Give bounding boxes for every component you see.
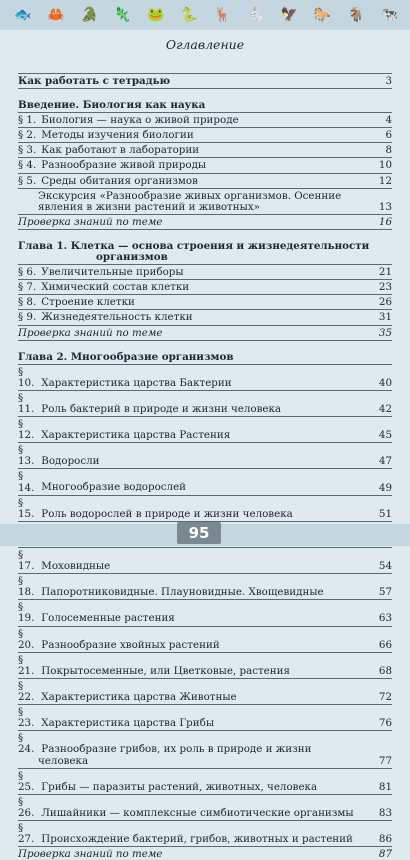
divider [18,652,392,653]
toc-entry-label: явления в жизни растений и животных» [38,200,260,213]
paragraph-number: § 4. [18,159,37,172]
toc-page-number: 63 [378,612,392,625]
divider [18,157,392,158]
toc-entry[interactable] [18,267,392,278]
paragraph-number: § 2. [18,129,37,142]
toc-page-number: 54 [378,560,392,573]
section-heading-intro: Введение. Биология как наука [18,99,206,112]
animal-icon: 🐇 [247,7,265,23]
header-band [0,0,410,30]
animal-icon: 🐐 [347,7,365,23]
divider [18,112,392,113]
paragraph-number: § 24. [18,732,35,756]
divider [18,294,392,295]
toc-page-number: 49 [378,481,392,494]
divider [18,730,392,731]
toc-page-number: 6 [385,129,392,142]
toc-entry[interactable] [18,707,392,729]
animal-icon: 🦀 [47,7,65,23]
animal-icon: 🦅 [280,7,298,23]
paragraph-number: § 25. [18,769,35,793]
toc-entry-excursion[interactable] [18,191,392,213]
divider [18,325,392,326]
paragraph-number: § 10. [18,365,35,389]
animal-icon: 🐄 [380,7,398,23]
toc-entry-label: Разнообразие хвойных растений [41,638,220,651]
toc-page-number: 51 [378,507,392,520]
toc-page-number: 12 [378,174,392,187]
paragraph-number: § 5. [18,174,37,187]
animal-icon: 🐸 [147,7,165,23]
toc-page-number: 76 [378,717,392,730]
toc-entry[interactable] [18,771,392,793]
toc-page-number: 45 [378,429,392,442]
toc-entry[interactable] [18,550,392,572]
heading-line: организмов [96,251,168,264]
divider [18,442,392,443]
toc-page-number: 21 [378,266,392,279]
toc-page-number: 72 [378,691,392,704]
divider [18,599,392,600]
toc-entry-label: Голосеменные растения [41,612,175,625]
paragraph-number: § 12. [18,418,35,442]
paragraph-number: § 20. [18,627,35,651]
toc-entry[interactable] [18,629,392,651]
toc-entry-label: Лишайники — комплексные симбиотические организмы [41,806,354,819]
divider [18,626,392,627]
paragraph-number: § 26. [18,795,35,819]
paragraph-number: § 21. [18,653,35,677]
toc-entry[interactable] [18,445,392,467]
divider [18,88,392,89]
toc-page-number: 83 [378,806,392,819]
toc-page-number: 66 [378,638,392,651]
divider [18,768,392,769]
divider [18,547,392,548]
section-heading-chapter1 [18,241,392,263]
toc-page-number: 81 [378,780,392,793]
paragraph-number: § 7. [18,281,37,294]
toc-page-number: 35 [378,326,392,339]
divider [18,495,392,496]
toc-entry[interactable] [18,655,392,677]
toc-entry[interactable] [18,393,392,415]
toc-page-number: 47 [378,455,392,468]
paragraph-number: § 1. [18,114,37,127]
divider [18,309,392,310]
paragraph-number: § 23. [18,706,35,730]
toc-entry-label: Грибы — паразиты растений, животных, человека [41,780,318,793]
toc-page-number: 23 [378,281,392,294]
toc-entry[interactable] [18,419,392,441]
divider [18,188,392,189]
divider [18,73,392,74]
animal-icon: 🐎 [313,7,332,23]
toc-entry-quiz[interactable] [18,217,392,228]
toc-entry[interactable] [18,145,392,156]
toc-entry-label: Папоротниковидные. Плауновидные. Хвощевидные [41,586,324,599]
toc-page-number: 86 [378,833,392,846]
toc-entry[interactable] [18,312,392,323]
toc-entry[interactable] [18,282,392,293]
toc-page-number: 40 [378,376,392,389]
divider [18,390,392,391]
toc-entry[interactable] [18,498,392,520]
paragraph-number: § 8. [18,296,37,309]
toc-entry-label: человека [38,754,89,767]
animal-icon: 🐍 [180,7,199,23]
divider [18,704,392,705]
toc-page-number: 57 [378,586,392,599]
toc-entry-label: Среды обитания организмов [41,174,198,187]
divider [18,279,392,280]
toc-entry-label: Экскурсия «Разнообразие живых организмов. Осенние [38,189,342,202]
animal-icon: 🦌 [213,7,232,23]
toc-entry-quiz[interactable] [18,849,392,860]
divider [18,364,392,365]
divider [18,794,392,795]
divider [18,214,392,215]
toc-page-number: 87 [378,848,392,860]
toc-entry-how-to[interactable] [18,76,392,87]
toc-entry[interactable] [18,797,392,819]
divider [18,229,392,230]
toc-entry-label: Как работают в лаборатории [41,144,200,157]
toc-entry[interactable] [18,471,392,493]
toc-entry-label: Увеличительные приборы [41,266,184,279]
divider [18,573,392,574]
toc-entry[interactable] [18,823,392,845]
toc-entry-label: Строение клетки [41,296,135,309]
toc-entry-label: Жизнедеятельность клетки [41,311,193,324]
toc-entry[interactable] [18,733,392,766]
toc-entry-label: Характеристика царства Грибы [41,717,215,730]
toc-entry-label: Покрытосеменные, или Цветковые, растения [41,664,290,677]
toc-entry-label: Характеристика царства Животные [41,691,237,704]
section-heading-chapter2: Глава 2. Многообразие организмов [18,350,234,363]
toc-entry-label: Химический состав клетки [41,281,190,294]
animal-icon: 🦎 [113,7,132,23]
paragraph-number: § 15. [18,496,35,520]
paragraph-number: § 14. [18,470,35,494]
toc-page-number: 77 [378,754,392,767]
divider [18,142,392,143]
toc-entry-label: Характеристика царства Растения [41,429,231,442]
toc-page-number: 42 [378,402,392,415]
toc-entry-label: Проверка знаний по теме [18,215,163,228]
divider [18,264,392,265]
toc-entry-label: Роль водорослей в природе и жизни человека [41,507,293,520]
toc-page-number: 16 [378,215,392,228]
toc-entry-label: Разнообразие живой природы [41,159,207,172]
toc-entry-label: Роль бактерий в природе и жизни человека [41,402,282,415]
divider [18,846,392,847]
divider [18,820,392,821]
table-of-contents [18,72,392,860]
divider [18,127,392,128]
paragraph-number: § 9. [18,311,37,324]
toc-entry[interactable] [18,576,392,598]
toc-page-number: 4 [385,114,392,127]
divider [18,678,392,679]
toc-entry[interactable] [18,176,392,187]
paragraph-number: § 18. [18,575,35,599]
toc-page-number: 31 [378,311,392,324]
paragraph-number: § 19. [18,601,35,625]
toc-entry-label: Водоросли [41,455,100,468]
divider [18,173,392,174]
toc-entry[interactable] [18,130,392,141]
toc-entry-label: Биология — наука о живой природе [41,114,239,127]
divider [18,340,392,341]
paragraph-number: § 27. [18,821,35,846]
toc-entry[interactable] [18,367,392,389]
divider [18,416,392,417]
toc-entry[interactable] [18,602,392,624]
toc-entry-label: Характеристика царства Бактерии [41,376,232,389]
toc-entry[interactable] [18,115,392,126]
toc-entry-label: Как работать с тетрадью [18,75,171,87]
toc-entry-label: Происхождение бактерий, грибов, животных и растений [41,833,353,846]
toc-entry[interactable] [18,681,392,703]
toc-entry-label: Многообразие водорослей [41,481,187,494]
paragraph-number: § 3. [18,144,37,157]
toc-entry-label: Проверка знаний по теме [18,848,163,860]
toc-page-number: 68 [378,664,392,677]
animal-icon: 🐟 [13,7,32,23]
toc-page-number: 26 [378,296,392,309]
toc-page-number: 8 [385,144,392,157]
toc-entry-quiz[interactable] [18,328,392,339]
toc-entry-label: Методы изучения биологии [41,129,194,142]
paragraph-number: § 22. [18,679,35,704]
animal-silhouettes-decoration [6,5,406,25]
toc-page-number: 10 [378,159,392,172]
page-number: 95 [177,522,221,544]
toc-page-number: 13 [378,200,392,213]
page-title: Оглавление [165,37,245,52]
animal-icon: 🐊 [80,7,99,23]
toc-entry-label: Проверка знаний по теме [18,326,163,339]
paragraph-number: § 6. [18,266,37,279]
divider [18,468,392,469]
toc-entry-label: Разнообразие грибов, их роль в природе и жизни [41,743,312,756]
toc-page-number: 3 [385,75,392,87]
paragraph-number: § 17. [18,549,35,573]
toc-entry[interactable] [18,297,392,308]
toc-entry-label: Моховидные [41,560,111,573]
toc-entry[interactable] [18,160,392,171]
paragraph-number: § 13. [18,444,35,468]
paragraph-number: § 11. [18,391,35,415]
heading-line: Глава 1. Клетка — основа строения и жизнедеятельности [18,239,370,252]
